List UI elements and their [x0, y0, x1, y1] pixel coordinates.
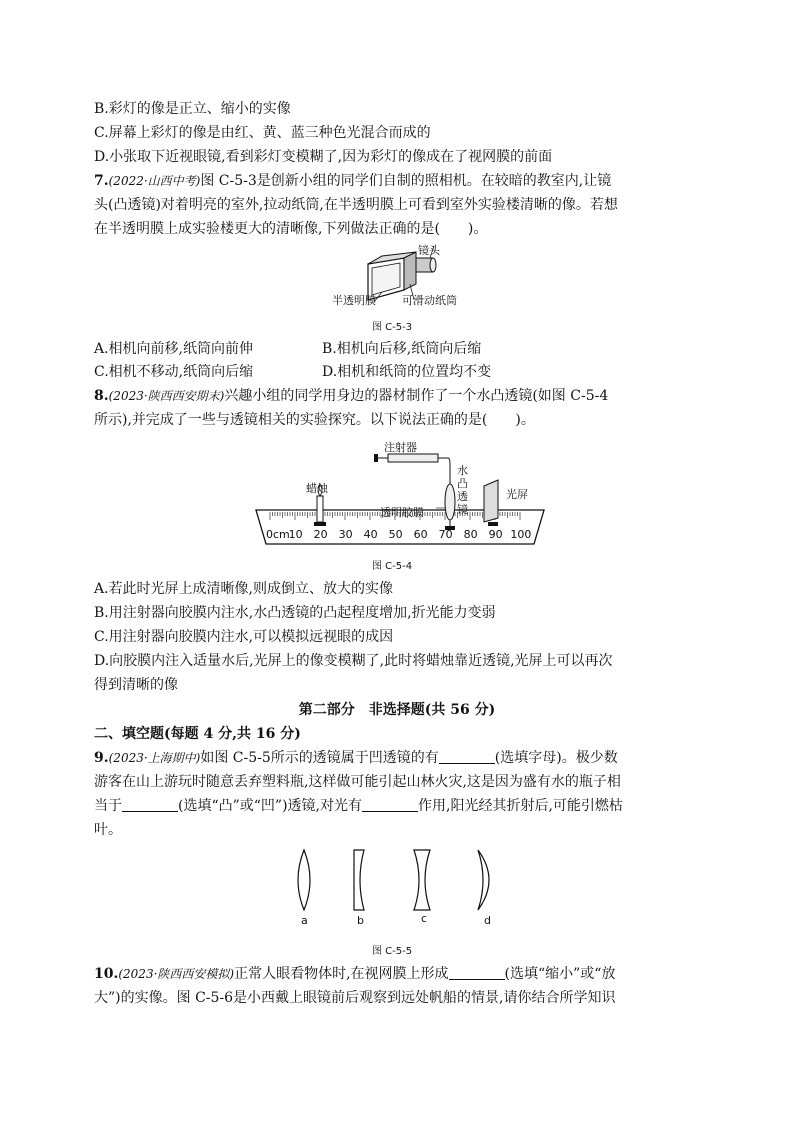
lens-d-shape: [478, 850, 489, 910]
screen-label: 光屏: [506, 488, 528, 501]
q7-line1: [94, 171, 611, 191]
ruler-tick-label: 60: [413, 528, 428, 541]
ruler-tick-label: 90: [488, 528, 503, 541]
q10-text1b: (选填“缩小”或“放: [504, 966, 616, 982]
ruler-tick-label: 80: [463, 528, 478, 541]
camera-film-label: 半透明膜: [332, 294, 376, 307]
q8-line2: 所示),并完成了一些与透镜相关的实验探究。以下说法正确的是( )。: [94, 412, 535, 428]
q7-option-d: D.相机和纸筒的位置均不变: [322, 364, 492, 380]
membrane-label: 透明胶膜: [380, 506, 424, 519]
q9-blank-1[interactable]: [439, 749, 495, 764]
q8-line1: [94, 386, 608, 406]
q8-text1: 兴趣小组的同学用身边的器材制作了一个水凸透镜(如图 C-5-4: [224, 388, 609, 404]
q9-line4: 叶。: [94, 822, 122, 838]
q7-option-c: C.相机不移动,纸筒向后缩: [94, 364, 254, 380]
q6-option-c: C.屏幕上彩灯的像是由红、黄、蓝三种色光混合而成的: [94, 125, 431, 141]
q6-option-d: D.小张取下近视眼镜,看到彩灯变模糊了,因为彩灯的像成在了视网膜的前面: [94, 149, 553, 165]
q9-line1: [94, 748, 618, 768]
syringe-label: 注射器: [384, 441, 417, 454]
candle-label: 蜡烛: [306, 482, 328, 495]
lens-label-a: a: [301, 914, 308, 927]
figure-caption-c-5-5: 图 C-5-5: [372, 946, 413, 957]
q7-line2: 头(凸透镜)对着明亮的室外,拉动纸筒,在半透明膜上可看到室外实验楼清晰的像。若想: [94, 197, 618, 213]
water-lens-label: 水凸透镜: [457, 464, 468, 516]
q6-option-b: B.彩灯的像是正立、缩小的实像: [94, 101, 291, 117]
q9-blank-2[interactable]: [122, 797, 178, 812]
lens-c-shape: [414, 850, 430, 910]
q8-option-b: B.用注射器向胶膜内注水,水凸透镜的凸起程度增加,折光能力变弱: [94, 605, 496, 621]
q9-line2: 游客在山上游玩时随意丢弃塑料瓶,这样做可能引起山林火灾,这是因为盛有水的瓶子相: [94, 774, 621, 790]
lens-label-c: c: [421, 912, 428, 925]
figure-caption-c-5-4: 图 C-5-4: [372, 561, 413, 572]
camera-lens-label: 镜头: [418, 244, 440, 257]
ruler-tick-label: 100: [510, 528, 532, 541]
q8-source: (2023·陕西西安期末): [108, 389, 225, 403]
lens-label-b: b: [357, 914, 364, 927]
q9-text1b: (选填字母)。极少数: [494, 750, 618, 766]
q9-source: (2023·上海期中): [108, 751, 201, 765]
q7-source: (2022·山西中考): [108, 174, 201, 188]
q10-line2: 大”)的实像。图 C-5-6是小西戴上眼镜前后观察到远处帆船的情景,请你结合所学知识: [94, 990, 616, 1006]
q8-option-a: A.若此时光屏上成清晰像,则成倒立、放大的实像: [94, 581, 394, 597]
q9-text1a: 如图 C-5-5所示的透镜属于凹透镜的有: [200, 750, 439, 766]
q7-line3: 在半透明膜上成实验楼更大的清晰像,下列做法正确的是( )。: [94, 221, 488, 237]
q9-text3a: 当于: [94, 798, 122, 814]
lens-b-shape: [354, 850, 364, 910]
q10-line1: [94, 964, 615, 984]
q7-option-b: B.相机向后移,纸筒向后缩: [322, 341, 482, 357]
q10-text1a: 正常人眼看物体时,在视网膜上形成: [234, 966, 449, 982]
q7-option-a: A.相机向前移,纸筒向前伸: [94, 341, 254, 357]
ruler-unit-label: 0cm: [266, 528, 290, 541]
ruler-tick-label: 20: [313, 528, 328, 541]
lens-a-shape: [298, 850, 310, 910]
lens-label-d: d: [484, 914, 491, 927]
q10-blank-1[interactable]: [449, 965, 505, 980]
q9-number: 9.: [94, 750, 109, 766]
ruler-tick-label: 50: [388, 528, 403, 541]
q7-text1: 图 C-5-3是创新小组的同学们自制的照相机。在较暗的教室内,让镜: [200, 173, 612, 189]
part-two-title: 第二部分 非选择题(共 56 分): [298, 702, 496, 718]
ruler-tick-label: 10: [288, 528, 303, 541]
q8-option-d-line2: 得到清晰的像: [94, 677, 178, 693]
q10-number: 10.: [94, 966, 119, 982]
figure-caption-c-5-3: 图 C-5-3: [372, 322, 413, 333]
section-two-title: 二、填空题(每题 4 分,共 16 分): [94, 726, 301, 742]
q9-blank-3[interactable]: [362, 797, 418, 812]
q9-line3: [94, 796, 623, 816]
q10-source: (2023·陕西西安模拟): [118, 967, 235, 981]
q8-number: 8.: [94, 388, 109, 404]
q8-option-c: C.用注射器向胶膜内注水,可以模拟远视眼的成因: [94, 629, 394, 645]
ruler-tick-label: 70: [438, 528, 453, 541]
lens-set-figure: [280, 846, 520, 916]
q8-option-d-line1: D.向胶膜内注入适量水后,光屏上的像变模糊了,此时将蜡烛靠近透镜,光屏上可以再次: [94, 653, 613, 669]
ruler-tick-label: 30: [338, 528, 353, 541]
q9-text3b: (选填“凸”或“凹”)透镜,对光有: [178, 798, 363, 814]
ruler-tick-label: 40: [363, 528, 378, 541]
q7-number: 7.: [94, 173, 109, 189]
q9-text3c: 作用,阳光经其折射后,可能引燃枯: [418, 798, 623, 814]
camera-tube-label: 可滑动纸筒: [402, 294, 457, 307]
